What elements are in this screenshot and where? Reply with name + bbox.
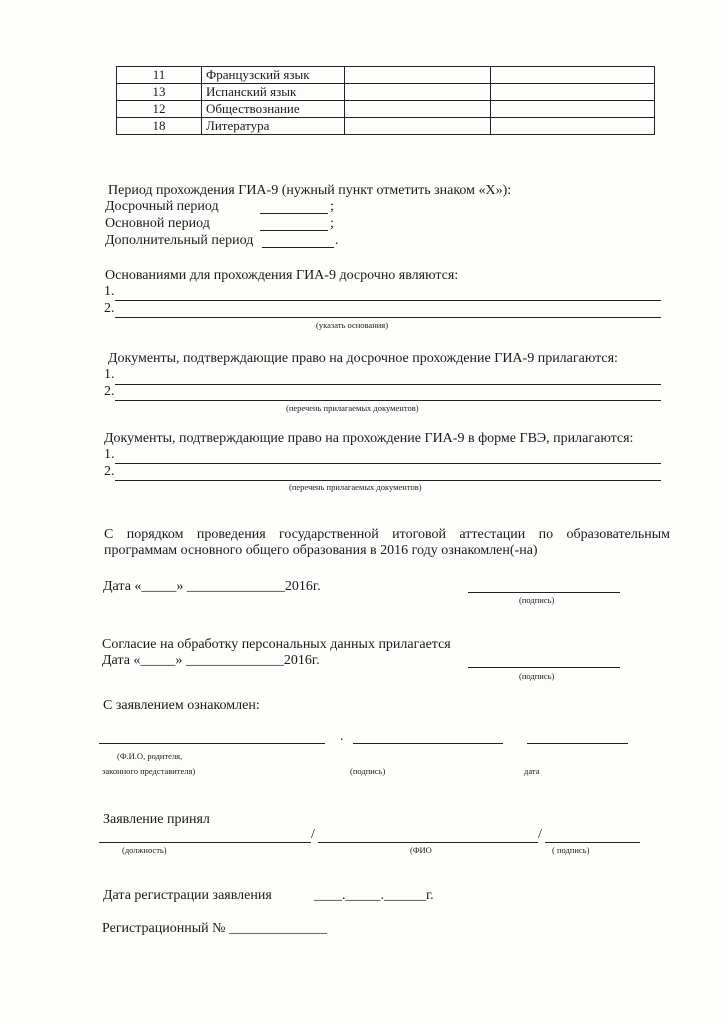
- docs-early-item-1-field[interactable]: [115, 384, 661, 385]
- period-main-label: Основной период: [105, 216, 210, 231]
- acquainted-signature-field[interactable]: [353, 743, 503, 744]
- signature-field-2[interactable]: [468, 667, 620, 668]
- procedure-line-1: С порядком проведения государственной итоговой аттестации по образовательным: [104, 527, 670, 542]
- period-extra-label: Дополнительный период: [105, 233, 254, 248]
- subject-code: 11: [117, 67, 202, 84]
- date-field-2[interactable]: Дата «_____» ______________2016г.: [102, 653, 320, 668]
- registration-number-field[interactable]: Регистрационный № ______________: [102, 921, 327, 936]
- acquainted-dot: .: [340, 729, 344, 744]
- date-field-1[interactable]: Дата «_____» ______________2016г.: [103, 579, 321, 594]
- accepted-fio-field[interactable]: [318, 842, 538, 843]
- subject-name: Испанский язык: [202, 84, 345, 101]
- grounds-item-1-field[interactable]: [115, 300, 661, 301]
- table-row: [117, 67, 655, 84]
- table-cell: [491, 67, 655, 84]
- accepted-position-caption: (должность): [122, 845, 167, 855]
- docs-gve-caption: (перечень прилагаемых документов): [289, 482, 422, 492]
- acquainted-fio-field[interactable]: [99, 743, 325, 744]
- grounds-title: Основаниями для прохождения ГИА-9 досрочно являются:: [105, 268, 459, 283]
- period-early-label: Досрочный период: [105, 199, 219, 214]
- accepted-fio-caption: (ФИО: [410, 845, 432, 855]
- fio-caption-line-1: (Ф.И.О, родителя,: [117, 751, 183, 761]
- docs-gve-item-2-num: 2.: [104, 464, 115, 479]
- grounds-item-2-field[interactable]: [115, 317, 661, 318]
- table-row: [117, 118, 655, 135]
- subject-name: Обществознание: [202, 101, 345, 118]
- docs-early-item-2-num: 2.: [104, 384, 115, 399]
- docs-gve-title: Документы, подтверждающие право на прохождение ГИА-9 в форме ГВЭ, прилагаются:: [104, 431, 634, 446]
- signature-caption-2: (подпись): [519, 671, 555, 681]
- table-cell: [345, 118, 491, 135]
- period-main-field[interactable]: [260, 230, 328, 231]
- period-early-field[interactable]: [260, 213, 328, 214]
- grounds-item-2-num: 2.: [104, 301, 115, 316]
- subjects-table: [116, 66, 655, 135]
- subject-code: 18: [117, 118, 202, 135]
- accepted-slash-1: /: [311, 827, 315, 842]
- table-row: [117, 101, 655, 118]
- table-cell: [491, 101, 655, 118]
- docs-early-title: Документы, подтверждающие право на досрочное прохождение ГИА-9 прилагаются:: [108, 351, 618, 366]
- subject-code: 12: [117, 101, 202, 118]
- accepted-position-field[interactable]: [99, 842, 311, 843]
- registration-date-field[interactable]: ____._____.______г.: [314, 888, 434, 903]
- table-cell: [491, 84, 655, 101]
- acquainted-title: С заявлением ознакомлен:: [103, 698, 260, 713]
- period-extra-dot: .: [335, 233, 339, 248]
- acquainted-date-field[interactable]: [527, 743, 628, 744]
- accepted-signature-field[interactable]: [545, 842, 640, 843]
- period-early-semicolon: ;: [330, 199, 334, 214]
- accepted-title: Заявление принял: [103, 812, 210, 827]
- period-title: Период прохождения ГИА-9 (нужный пункт отметить знаком «Х»):: [108, 183, 512, 198]
- grounds-item-1-num: 1.: [104, 284, 115, 299]
- period-extra-field[interactable]: [262, 247, 334, 248]
- subject-code: 13: [117, 84, 202, 101]
- table-cell: [345, 67, 491, 84]
- table-cell: [491, 118, 655, 135]
- table-row: [117, 84, 655, 101]
- docs-early-item-1-num: 1.: [104, 367, 115, 382]
- fio-caption-line-2: законного представителя): [102, 766, 196, 776]
- signature-field-1[interactable]: [468, 592, 620, 593]
- subject-name: Французский язык: [202, 67, 345, 84]
- period-main-semicolon: ;: [330, 216, 334, 231]
- registration-date-label: Дата регистрации заявления: [103, 888, 272, 903]
- accepted-slash-2: /: [538, 827, 542, 842]
- subject-name: Литература: [202, 118, 345, 135]
- acquainted-signature-caption: (подпись): [350, 766, 386, 776]
- signature-caption-1: (подпись): [519, 595, 555, 605]
- docs-early-item-2-field[interactable]: [115, 400, 661, 401]
- docs-gve-item-1-num: 1.: [104, 447, 115, 462]
- acquainted-date-caption: дата: [524, 766, 540, 776]
- table-cell: [345, 101, 491, 118]
- docs-early-caption: (перечень прилагаемых документов): [286, 403, 419, 413]
- accepted-signature-caption: ( подпись): [552, 845, 590, 855]
- consent-title: Согласие на обработку персональных данных прилагается: [102, 637, 451, 652]
- docs-gve-item-2-field[interactable]: [115, 480, 661, 481]
- docs-gve-item-1-field[interactable]: [115, 463, 661, 464]
- grounds-caption: (указать основания): [316, 320, 389, 330]
- table-cell: [345, 84, 491, 101]
- procedure-line-2: программам основного общего образования в 2016 году ознакомлен(-на): [104, 543, 538, 558]
